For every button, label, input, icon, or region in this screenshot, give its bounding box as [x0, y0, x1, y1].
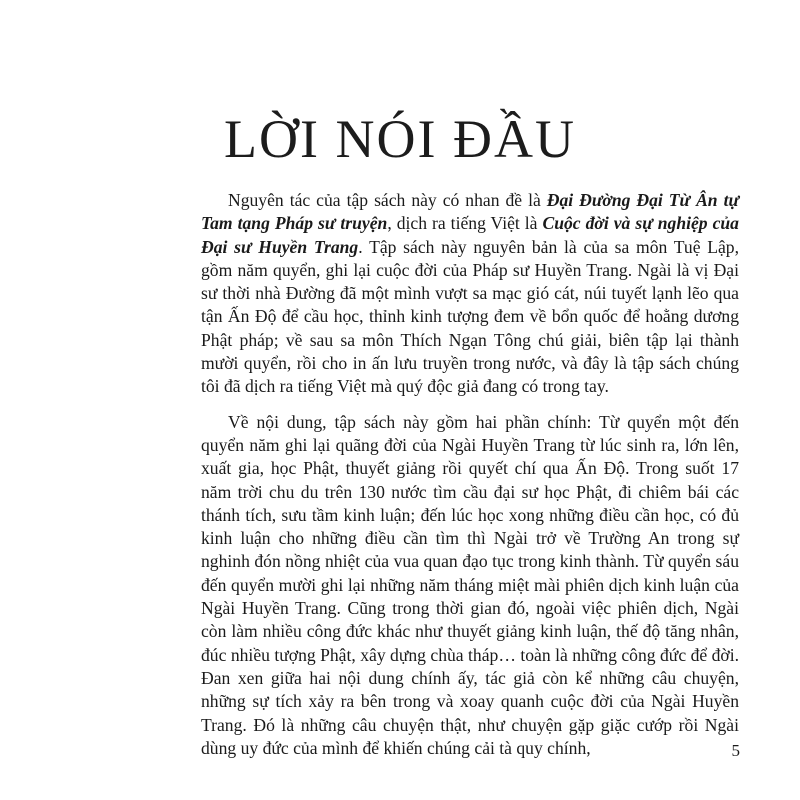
page-number: 5	[731, 741, 740, 760]
page-title: LỜI NÓI ĐẦU	[224, 109, 576, 169]
body-text	[201, 189, 739, 760]
original-title: Đại Đường Đại Từ Ân tự Tam tạng Pháp sư truyện	[201, 190, 740, 234]
paragraph-1-text-c: . Tập sách này nguyên bản là của sa môn Tuệ Lập, gồm năm quyển, ghi lại cuộc đời của Pháp sư Huyền Trang. Ngài là vị Đại sư thời nhà Đường đã một mình vượt sa mạc gió cát, núi tuyết lạnh lẽo qua tận Ấn Độ để cầu học, thỉnh kinh tượng đem về bổn quốc để hoằng dương Phật pháp; về sau sa môn Thích Ngạn Tông chú giải, biên tập lại thành mười quyển, rồi cho in ấn lưu truyền trong nước, và đây là tập sách chúng tôi đã dịch ra tiếng Việt mà quý độc giả đang có trong tay.	[201, 236, 740, 397]
paragraph-1	[201, 189, 739, 399]
vietnamese-title: Cuộc đời và sự nghiệp của Đại sư Huyền Trang	[201, 213, 739, 257]
paragraph-2: Về nội dung, tập sách này gồm hai phần chính: Từ quyển một đến quyển năm ghi lại quãng đời của Ngài Huyền Trang từ lúc sinh ra, lớn lên, xuất gia, học Phật, thuyết giảng rồi quyết chí qua Ấn Độ. Trong suốt 17 năm trời chu du trên 130 nước tìm cầu đại sư học Phật, đi chiêm bái các thánh tích, sưu tầm kinh luận; đến lúc học xong những điều cần học, có đủ kinh luận cho những điều cần tìm thì Ngài trở về Trường An trong sự nghinh đón nồng nhiệt của vua quan đạo tục trong kinh thành. Từ quyển sáu đến quyển mười ghi lại những năm tháng miệt mài phiên dịch kinh luận của Ngài Huyền Trang. Cũng trong thời gian đó, ngoài việc phiên dịch, Ngài còn làm nhiều công đức khác như thuyết giảng kinh luận, thế độ tăng nhân, đúc nhiều tượng Phật, xây dựng chùa tháp… toàn là những công đức để đời. Đan xen giữa hai nội dung chính ấy, tác giả còn kể những câu chuyện, những sự tích xảy ra bên trong và xoay quanh cuộc đời của Ngài Huyền Trang. Đó là những câu chuyện thật, như chuyện gặp giặc cướp rồi Ngài dùng uy đức của mình để khiến chúng cải tà quy chính,	[201, 411, 739, 758]
paragraph-1-text-a: Nguyên tác của tập sách này có nhan đề là	[228, 190, 547, 210]
paragraph-1-text-b: , dịch ra tiếng Việt là	[387, 213, 543, 234]
